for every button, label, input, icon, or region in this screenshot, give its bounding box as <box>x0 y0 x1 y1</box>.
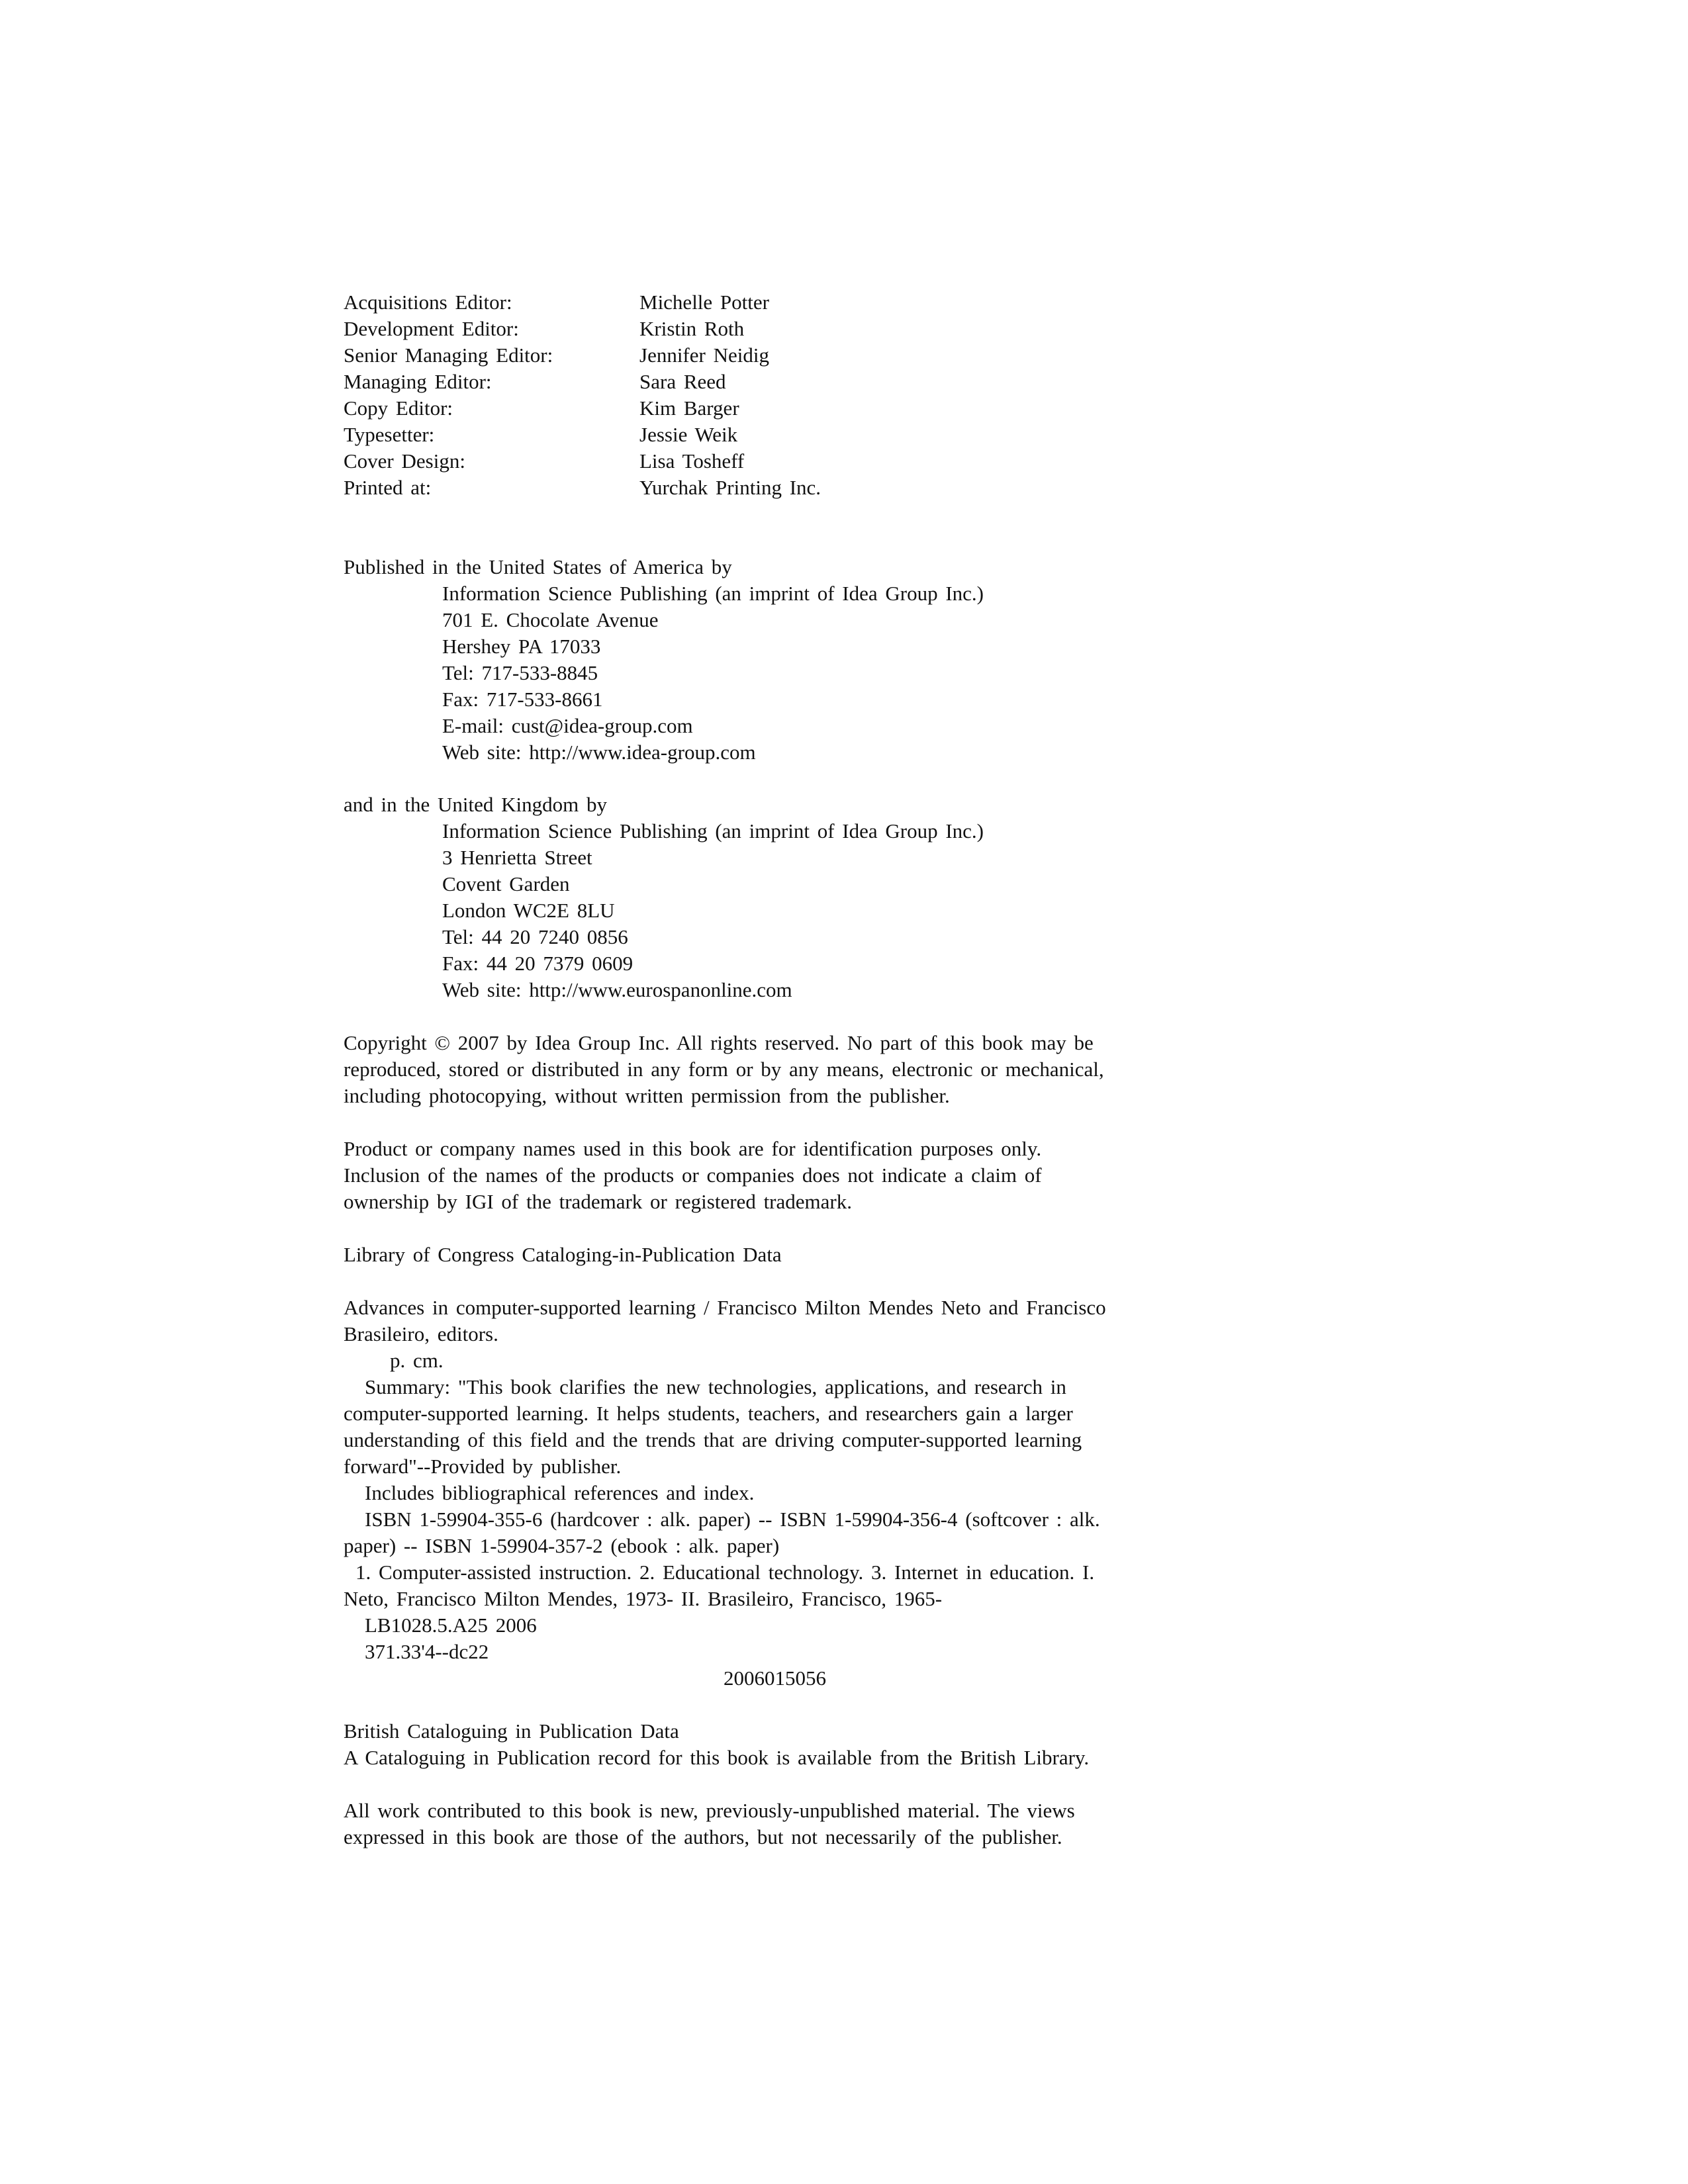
disclaimer-line: expressed in this book are those of the authors, but not necessarily of the publisher. <box>344 1825 1062 1848</box>
publisher-name: Information Science Publishing (an imprint of Idea Group Inc.) <box>442 819 984 842</box>
telephone: Tel: 717-533-8845 <box>442 661 598 684</box>
loc-summary-line: forward"--Provided by publisher. <box>344 1455 622 1478</box>
credit-name: Yurchak Printing Inc. <box>639 476 821 499</box>
disclaimer-line: All work contributed to this book is new, previously-unpublished material. The views <box>344 1799 1075 1822</box>
credit-role: Copy Editor: <box>344 396 453 420</box>
email: E-mail: cust@idea-group.com <box>442 714 693 737</box>
loc-subjects-line: Neto, Francisco Milton Mendes, 1973- II. Brasileiro, Francisco, 1965- <box>344 1587 943 1610</box>
credit-name: Lisa Tosheff <box>639 449 745 473</box>
city-address: Hershey PA 17033 <box>442 635 601 658</box>
website: Web site: http://www.eurospanonline.com <box>442 978 792 1001</box>
loc-title-line: Brasileiro, editors. <box>344 1322 498 1345</box>
credit-name: Jennifer Neidig <box>639 343 769 367</box>
loc-isbn-line: ISBN 1-59904-355-6 (hardcover : alk. paper) -- ISBN 1-59904-356-4 (softcover : alk. <box>365 1508 1100 1531</box>
credit-role: Printed at: <box>344 476 432 499</box>
fax: Fax: 717-533-8661 <box>442 688 603 711</box>
loc-pcm: p. cm. <box>390 1349 444 1372</box>
loc-isbn-line: paper) -- ISBN 1-59904-357-2 (ebook : alk. paper) <box>344 1534 780 1557</box>
trademark-line: Product or company names used in this book are for identification purposes only. <box>344 1137 1042 1160</box>
credit-role: Acquisitions Editor: <box>344 291 512 314</box>
copyright-line: Copyright © 2007 by Idea Group Inc. All rights reserved. No part of this book may be <box>344 1031 1094 1054</box>
city-address: London WC2E 8LU <box>442 899 615 922</box>
credit-role: Cover Design: <box>344 449 465 473</box>
publisher-name: Information Science Publishing (an imprint of Idea Group Inc.) <box>442 582 984 605</box>
loc-summary-line: understanding of this field and the trends that are driving computer-supported learning <box>344 1428 1082 1451</box>
street-address: 701 E. Chocolate Avenue <box>442 608 659 631</box>
credit-name: Sara Reed <box>639 370 726 393</box>
credit-name: Michelle Potter <box>639 291 769 314</box>
fax: Fax: 44 20 7379 0609 <box>442 952 633 975</box>
credit-role: Typesetter: <box>344 423 435 446</box>
credit-name: Jessie Weik <box>639 423 738 446</box>
district-address: Covent Garden <box>442 872 570 895</box>
credit-name: Kim Barger <box>639 396 739 420</box>
credit-role: Senior Managing Editor: <box>344 343 553 367</box>
loc-heading: Library of Congress Cataloging-in-Publication Data <box>344 1243 782 1266</box>
telephone: Tel: 44 20 7240 0856 <box>442 925 628 948</box>
street-address: 3 Henrietta Street <box>442 846 592 869</box>
trademark-line: Inclusion of the names of the products or companies does not indicate a claim of <box>344 1163 1042 1187</box>
uk-publisher-heading: and in the United Kingdom by <box>344 793 607 816</box>
loc-control-number: 2006015056 <box>724 1666 826 1690</box>
trademark-line: ownership by IGI of the trademark or registered trademark. <box>344 1190 852 1213</box>
website: Web site: http://www.idea-group.com <box>442 741 756 764</box>
copyright-line: reproduced, stored or distributed in any form or by any means, electronic or mechanical, <box>344 1058 1104 1081</box>
credit-role: Development Editor: <box>344 317 519 340</box>
loc-summary-line: computer-supported learning. It helps students, teachers, and researchers gain a larger <box>344 1402 1073 1425</box>
credit-name: Kristin Roth <box>639 317 745 340</box>
us-publisher-heading: Published in the United States of America by <box>344 555 732 578</box>
british-text: A Cataloguing in Publication record for this book is available from the British Library. <box>344 1746 1090 1769</box>
loc-summary-line: Summary: "This book clarifies the new technologies, applications, and research in <box>365 1375 1066 1398</box>
loc-classification: LB1028.5.A25 2006 <box>365 1614 537 1637</box>
credit-role: Managing Editor: <box>344 370 492 393</box>
loc-dewey: 371.33'4--dc22 <box>365 1640 489 1663</box>
loc-includes: Includes bibliographical references and index. <box>365 1481 755 1504</box>
loc-title-line: Advances in computer-supported learning / Francisco Milton Mendes Neto and Francisco <box>344 1296 1106 1319</box>
british-heading: British Cataloguing in Publication Data <box>344 1719 679 1743</box>
copyright-line: including photocopying, without written permission from the publisher. <box>344 1084 950 1107</box>
loc-subjects-line: 1. Computer-assisted instruction. 2. Educational technology. 3. Internet in education. I. <box>355 1561 1095 1584</box>
